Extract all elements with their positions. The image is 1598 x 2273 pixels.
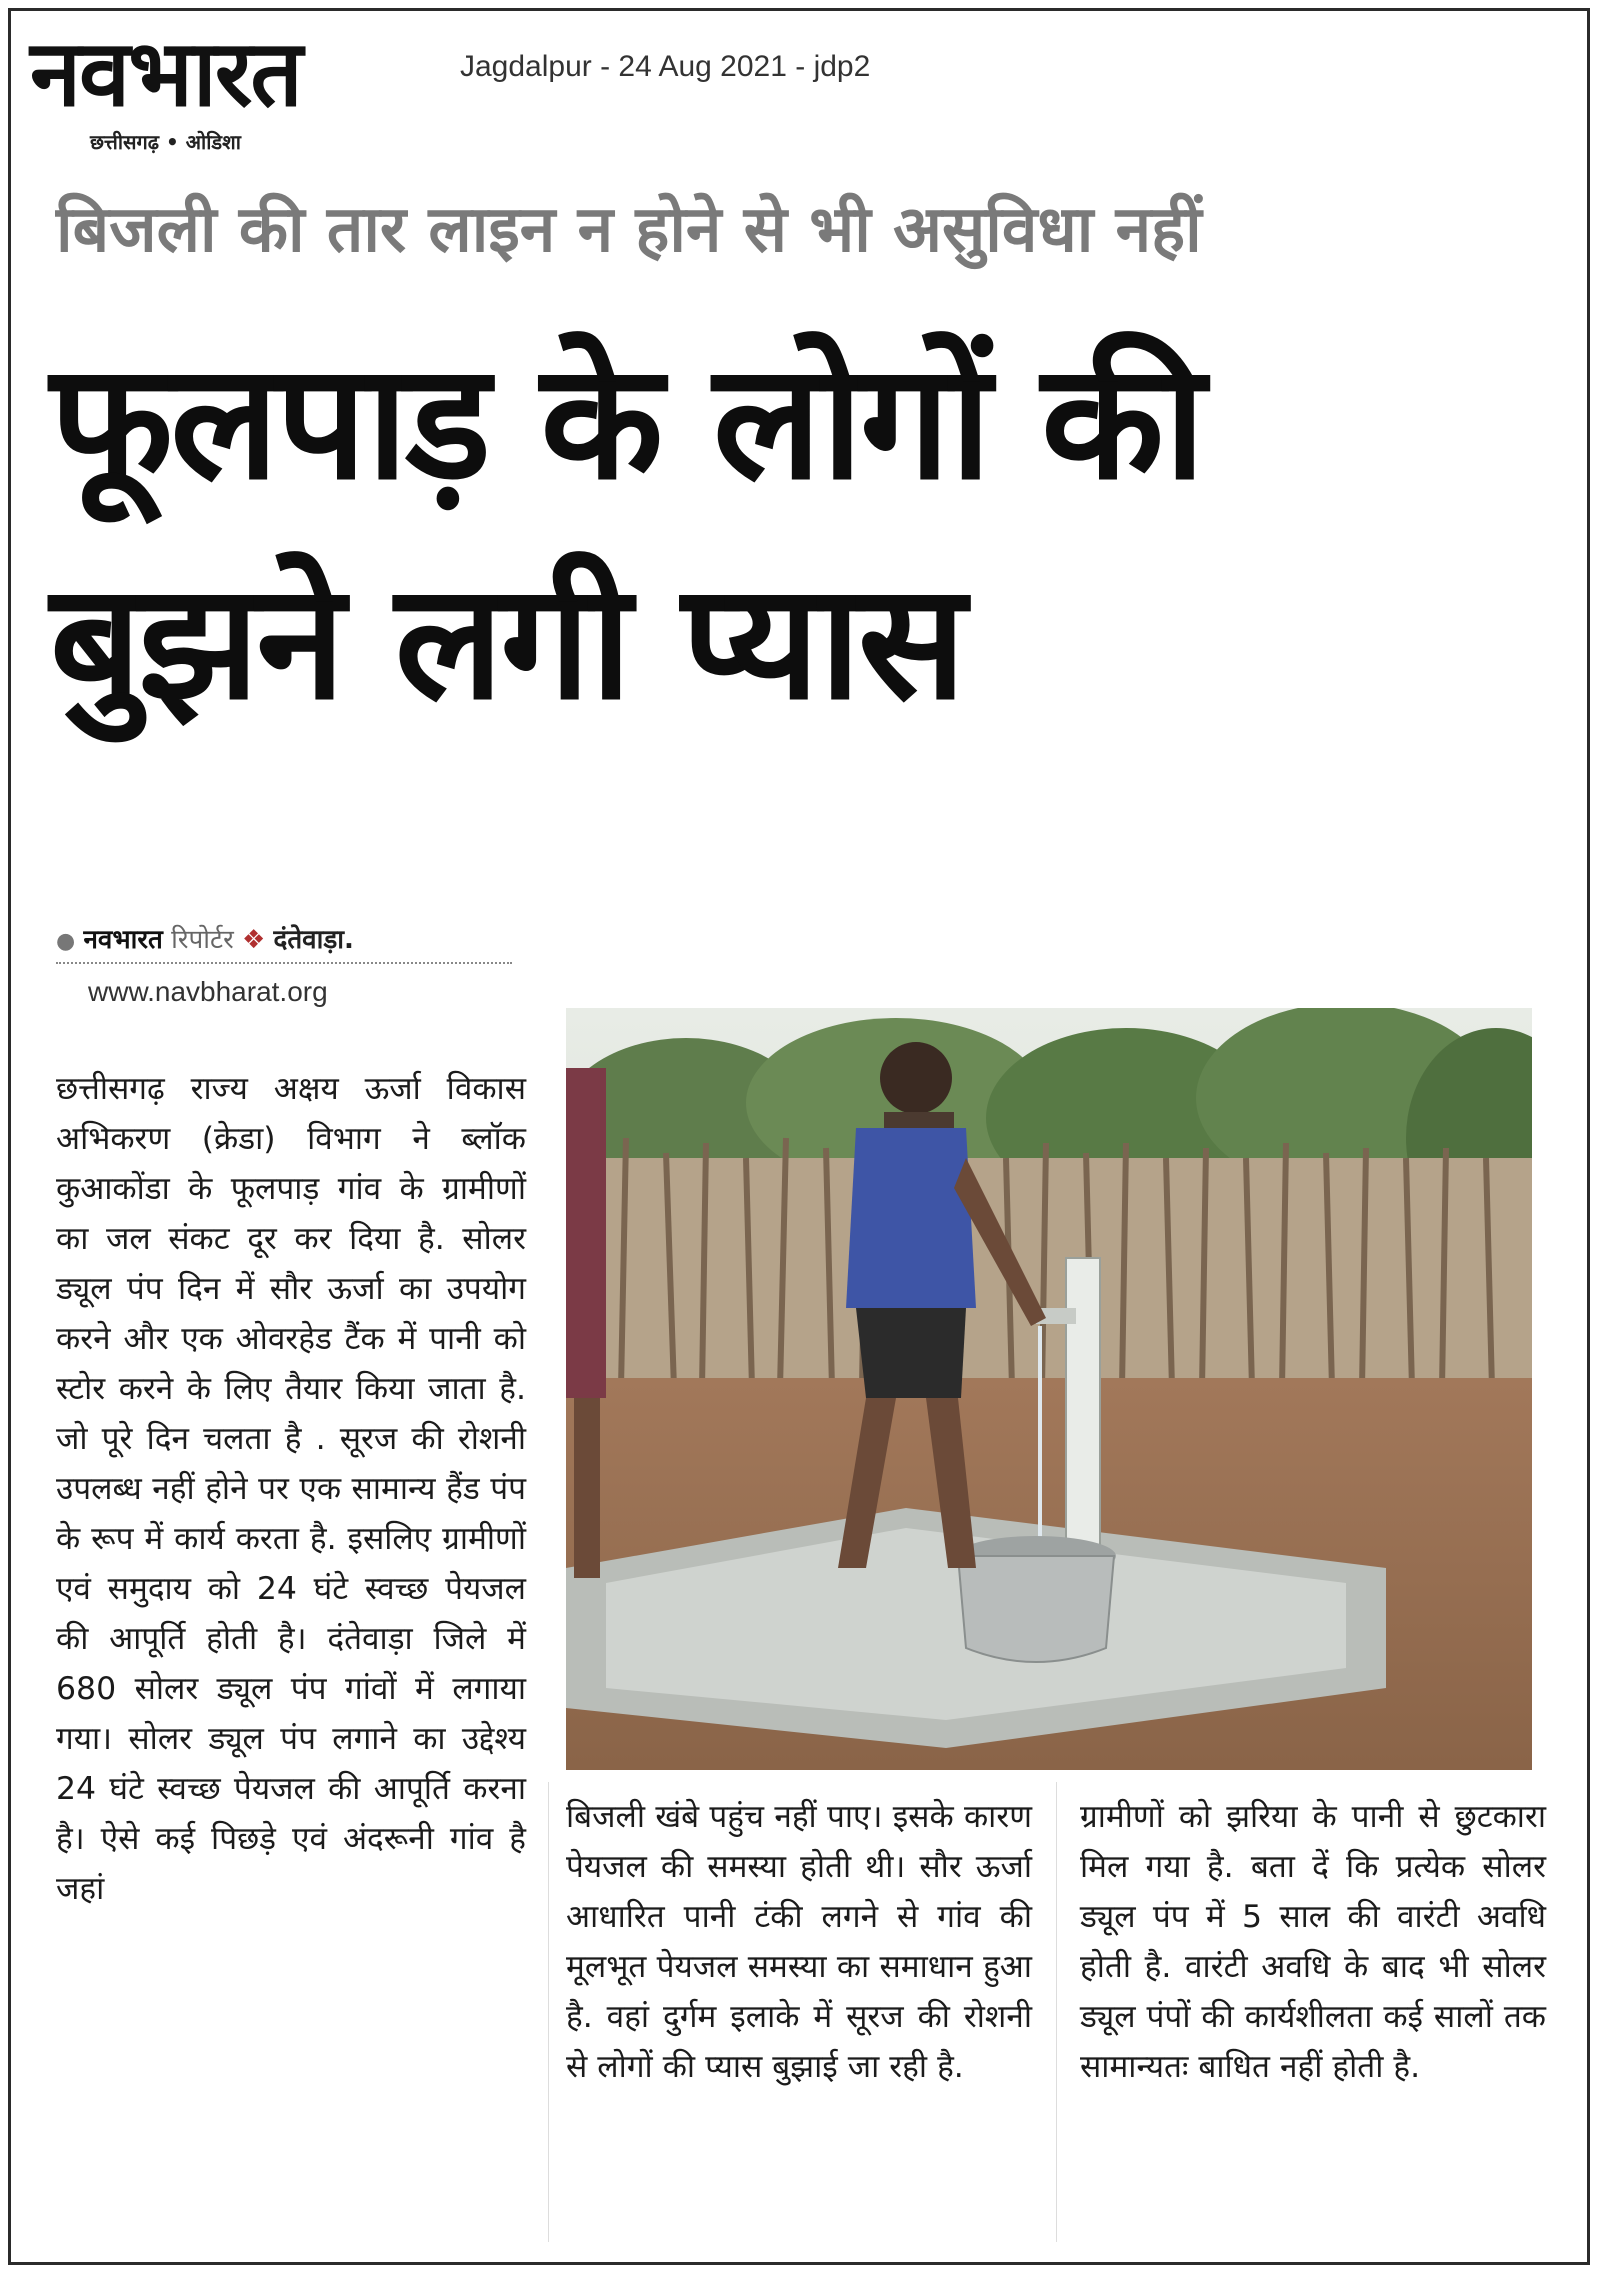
column-divider — [1056, 1782, 1057, 2242]
masthead — [30, 20, 440, 164]
article-column-1 — [56, 1064, 526, 1914]
main-headline — [50, 312, 1550, 752]
newspaper-logo: नवभारत — [30, 20, 301, 127]
headline-line-2: बुझने लगी प्यास — [50, 548, 964, 735]
column-divider — [548, 1782, 549, 2242]
photo-illustration — [566, 1008, 1532, 1770]
bullet-icon: ● — [56, 929, 76, 954]
article-photo — [566, 1008, 1532, 1770]
byline-place: दंतेवाड़ा. — [273, 925, 354, 955]
dateline: Jagdalpur - 24 Aug 2021 - jdp2 — [460, 50, 871, 83]
article-column-2 — [566, 1792, 1032, 2092]
byline-role: रिपोर्टर — [171, 925, 234, 955]
kicker-headline: बिजली की तार लाइन न होने से भी असुविधा नहीं — [56, 193, 1202, 267]
article-column-3 — [1080, 1792, 1546, 2092]
edition-tagline: छत्तीसगढ़ • ओडिशा — [90, 130, 241, 154]
column-2-text: बिजली खंबे पहुंच नहीं पाए। इसके कारण पेयजल की समस्या होती थी। सौर ऊर्जा आधारित पानी टंकी लगने से गांव की मूलभूत पेयजल समस्या का समाधान हुआ है. वहां दुर्गम इलाके में सूरज की रोशनी से लोगों की प्यास बुझाई जा रही है. — [566, 1799, 1032, 2085]
website-link[interactable]: www.navbharat.org — [88, 976, 328, 1007]
column-1-text: छत्तीसगढ़ राज्य अक्षय ऊर्जा विकास अभिकरण (क्रेडा) विभाग ने ब्लॉक कुआकोंडा के फूलपाड़ गांव के ग्रामीणों का जल संकट दूर कर दिया है. सोलर ड्यूल पंप दिन में सौर ऊर्जा का उपयोग करने और एक ओवरहेड टैंक में पानी को स्टोर करने के लिए तैयार किया जाता है. जो पूरे दिन चलता है . सूरज की रोशनी उपलब्ध नहीं होने पर एक सामान्य हैंड पंप के रूप में कार्य करता है. इसलिए ग्रामीणों एवं समुदाय को 24 घंटे स्वच्छ पेयजल की आपूर्ति होती है। दंतेवाड़ा जिले में 680 सोलर ड्यूल पंप गांवों में लगाया गया। सोलर ड्यूल पंप लगाने का उद्देश्य 24 घंटे स्वच्छ पेयजल की आपूर्ति करना है। ऐसे कई पिछड़े एवं अंदरूनी गांव है जहां — [56, 1071, 526, 1907]
byline-brand: नवभारत — [83, 925, 163, 955]
column-3-text: ग्रामीणों को झरिया के पानी से छुटकारा मिल गया है. बता दें कि प्रत्येक सोलर ड्यूल पंप में 5 साल की वारंटी अवधि होती है. वारंटी अवधि के बाद भी सोलर ड्यूल पंपों की कार्यशीलता कई सालों तक सामान्यतः बाधित नहीं होती है. — [1080, 1799, 1546, 2085]
byline — [56, 920, 512, 964]
byline-separator: ❖ — [241, 925, 266, 955]
headline-line-1: फूलपाड़ के लोगों की — [50, 328, 1203, 515]
